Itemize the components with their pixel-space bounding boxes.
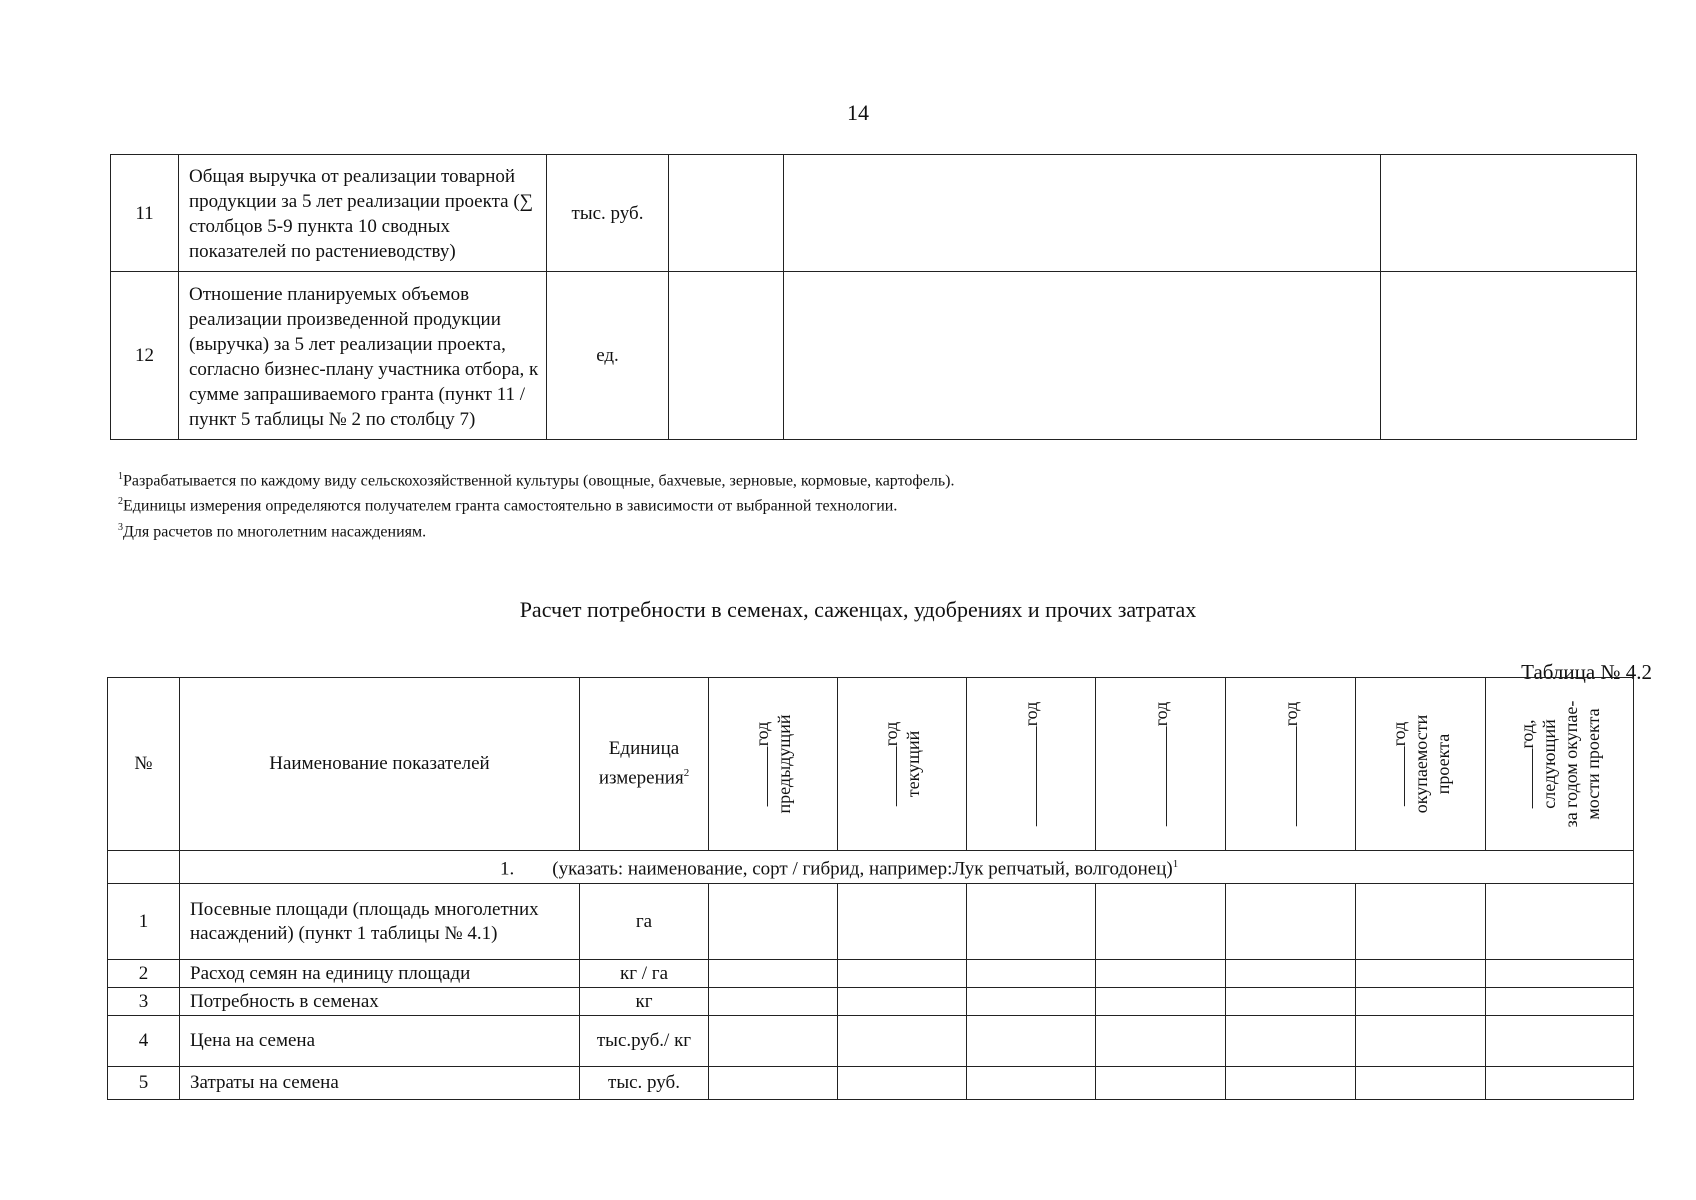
table-row [111, 155, 1637, 272]
empty-cell [108, 851, 180, 884]
empty-cell [669, 272, 784, 440]
footnote: $^3$Для расчетов по многолетним насаждениям. [118, 521, 427, 540]
empty-cell [838, 960, 967, 988]
empty-cell [1486, 960, 1634, 988]
empty-cell [838, 884, 967, 960]
empty-cell [1486, 988, 1634, 1016]
empty-cell [784, 272, 1381, 440]
indicator-name: Потребность в семенах [180, 988, 580, 1016]
row-number: 11 [111, 155, 179, 272]
table-row [108, 1016, 1634, 1067]
empty-cell [1356, 960, 1486, 988]
header-unit: Единица измерения$^2$ [580, 678, 709, 851]
indicator-name: Цена на семена [180, 1016, 580, 1067]
indicators-table-continued [110, 154, 1637, 440]
empty-cell [1226, 960, 1356, 988]
empty-cell [1356, 1067, 1486, 1100]
empty-cell [1486, 884, 1634, 960]
table-header-row [108, 678, 1634, 851]
indicator-unit: тыс. руб. [547, 155, 669, 272]
footnote: $^2$Единицы измерения определяются получателем гранта самостоятельно в зависимости от выбранной технологии. [118, 496, 898, 515]
empty-cell [1356, 1016, 1486, 1067]
indicator-name: Посевные площади (площадь многолетних насаждений) (пункт 1 таблицы № 4.1) [180, 884, 580, 960]
indicator-unit: га [580, 884, 709, 960]
header-payback-year: год окупаемости проекта [1356, 678, 1486, 851]
header-year-3: год [967, 678, 1096, 851]
row-number: 1 [108, 884, 180, 960]
empty-cell [784, 155, 1381, 272]
section-row [108, 851, 1634, 884]
header-year-after-payback: год, следующий за годом окупае- мости проекта [1486, 678, 1634, 851]
indicator-unit: тыс.руб./ кг [580, 1016, 709, 1067]
empty-cell [709, 960, 838, 988]
row-number: 2 [108, 960, 180, 988]
empty-cell [838, 1067, 967, 1100]
table-row [108, 1067, 1634, 1100]
row-number: 12 [111, 272, 179, 440]
empty-cell [1486, 1016, 1634, 1067]
table-row [108, 960, 1634, 988]
empty-cell [1226, 988, 1356, 1016]
empty-cell [709, 1016, 838, 1067]
indicator-name: Расход семян на единицу площади [180, 960, 580, 988]
indicator-name: Общая выручка от реализации товарной продукции за 5 лет реализации проекта (∑ столбцов 5-9 пункта 10 сводных показателей по растениеводству) [179, 155, 547, 272]
empty-cell [1381, 272, 1637, 440]
header-name: Наименование показателей [180, 678, 580, 851]
empty-cell [967, 884, 1096, 960]
footnotes [118, 466, 954, 542]
indicator-unit: кг [580, 988, 709, 1016]
empty-cell [1381, 155, 1637, 272]
page-number: 14 [847, 100, 869, 125]
empty-cell [709, 884, 838, 960]
empty-cell [838, 988, 967, 1016]
empty-cell [1486, 1067, 1634, 1100]
header-year-4: год [1096, 678, 1226, 851]
empty-cell [967, 1016, 1096, 1067]
indicator-unit: ед. [547, 272, 669, 440]
row-number: 5 [108, 1067, 180, 1100]
empty-cell [1356, 884, 1486, 960]
empty-cell [1096, 960, 1226, 988]
empty-cell [709, 988, 838, 1016]
empty-cell [1226, 1067, 1356, 1100]
seed-calculation-table [107, 677, 1634, 1100]
row-number: 3 [108, 988, 180, 1016]
table-row [111, 272, 1637, 440]
empty-cell [1356, 988, 1486, 1016]
empty-cell [669, 155, 784, 272]
empty-cell [1226, 884, 1356, 960]
empty-cell [967, 988, 1096, 1016]
header-year-5: год [1226, 678, 1356, 851]
empty-cell [838, 1016, 967, 1067]
empty-cell [1226, 1016, 1356, 1067]
indicator-name: Затраты на семена [180, 1067, 580, 1100]
empty-cell [967, 960, 1096, 988]
empty-cell [967, 1067, 1096, 1100]
section-caption: 1. (указать: наименование, сорт / гибрид, например:Лук репчатый, волгодонец)$^1$ [180, 851, 1634, 884]
indicator-name: Отношение планируемых объемов реализации произведенной продукции (выручка) за 5 лет реализации проекта, согласно бизнес-плану участника отбора, к сумме запрашиваемого гранта (пункт 11 / пункт 5 таблицы № 2 по столбцу 7) [179, 272, 547, 440]
table-row [108, 884, 1634, 960]
indicator-unit: тыс. руб. [580, 1067, 709, 1100]
empty-cell [1096, 884, 1226, 960]
empty-cell [1096, 1016, 1226, 1067]
empty-cell [1096, 1067, 1226, 1100]
header-number: № [108, 678, 180, 851]
header-current-year: год текущий [838, 678, 967, 851]
footnote: $^1$Разрабатывается по каждому виду сельскохозяйственной культуры (овощные, бахчевые, зерновые, кормовые, картофель). [118, 471, 955, 490]
table-label: Таблица № 4.2 [1521, 660, 1652, 684]
indicator-unit: кг / га [580, 960, 709, 988]
table-row [108, 988, 1634, 1016]
empty-cell [1096, 988, 1226, 1016]
row-number: 4 [108, 1016, 180, 1067]
section-title: Расчет потребности в семенах, саженцах, удобрениях и прочих затратах [519, 597, 1197, 622]
header-previous-year: год предыдущий [709, 678, 838, 851]
empty-cell [709, 1067, 838, 1100]
